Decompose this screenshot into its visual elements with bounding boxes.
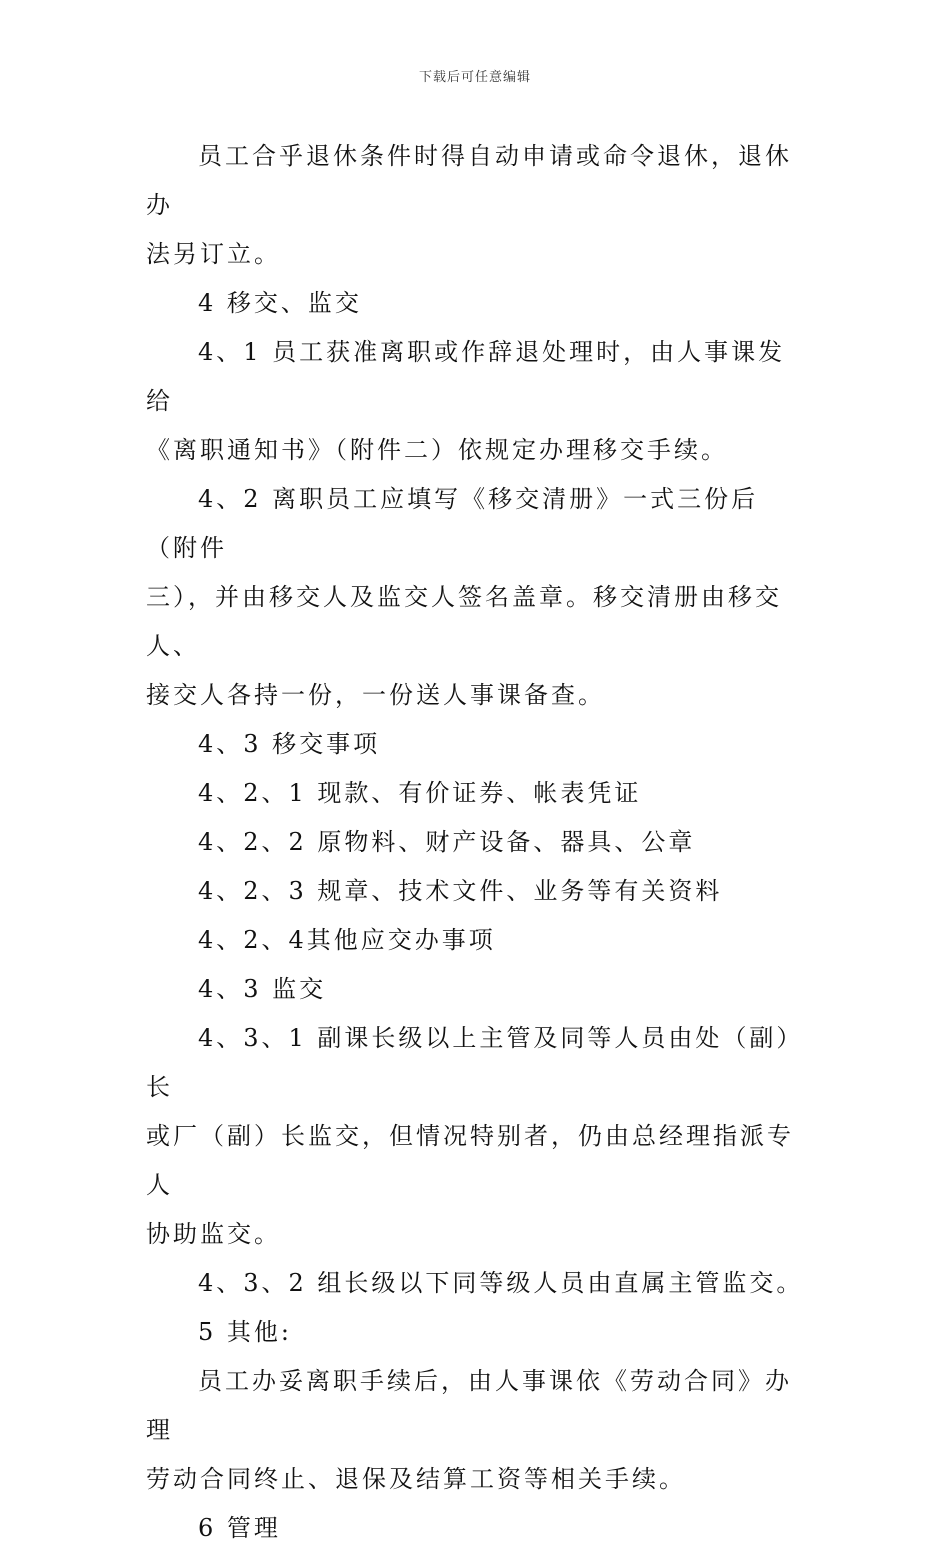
section-heading: 6 管理 bbox=[198, 1514, 281, 1542]
paragraph-line: 法另订立。 bbox=[146, 240, 281, 268]
paragraph-line: 4、2 离职员工应填写《移交清册》一式三份后（附件 bbox=[146, 485, 759, 562]
paragraph-line: 协助监交。 bbox=[146, 1220, 281, 1248]
section-heading: 5 其他: bbox=[198, 1318, 292, 1346]
paragraph-line: 4、1 员工获准离职或作辞退处理时，由人事课发给 bbox=[146, 338, 786, 415]
list-item: 4、2、2 原物料、财产设备、器具、公章 bbox=[198, 828, 696, 856]
section-heading: 4、3 移交事项 bbox=[198, 730, 381, 758]
paragraph-line: 员工合乎退休条件时得自动申请或命令退休，退休办 bbox=[146, 142, 792, 219]
list-item: 4、2、3 规章、技术文件、业务等有关资料 bbox=[198, 877, 723, 905]
paragraph-line: 接交人各持一份，一份送人事课备查。 bbox=[146, 681, 605, 709]
paragraph-line: 员工办妥离职手续后，由人事课依《劳动合同》办理 bbox=[146, 1367, 792, 1444]
document-body bbox=[146, 132, 806, 1553]
list-item: 4、2、1 现款、有价证券、帐表凭证 bbox=[198, 779, 642, 807]
section-heading: 4、3 监交 bbox=[198, 975, 327, 1003]
paragraph-line: 4、3、1 副课长级以上主管及同等人员由处（副）长 bbox=[146, 1024, 804, 1101]
list-item: 4、2、4其他应交办事项 bbox=[198, 926, 496, 954]
section-heading: 4 移交、监交 bbox=[198, 289, 362, 317]
paragraph-line: 三），并由移交人及监交人签名盖章。移交清册由移交人、 bbox=[146, 583, 782, 660]
paragraph-line: 或厂（副）长监交，但情况特别者，仍由总经理指派专人 bbox=[146, 1122, 794, 1199]
paragraph-line: 劳动合同终止、退保及结算工资等相关手续。 bbox=[146, 1465, 686, 1493]
paragraph-line: 《离职通知书》（附件二）依规定办理移交手续。 bbox=[146, 436, 728, 464]
page-header-note: 下载后可任意编辑 bbox=[418, 70, 531, 85]
paragraph-line: 4、3、2 组长级以下同等级人员由直属主管监交。 bbox=[198, 1269, 804, 1297]
